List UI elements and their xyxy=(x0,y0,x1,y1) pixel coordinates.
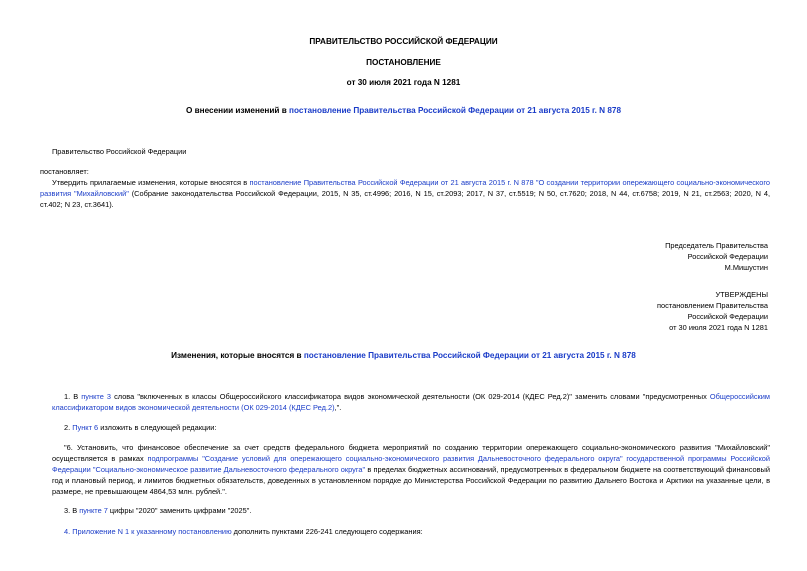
amended-resolution-link[interactable]: постановление Правительства Российской Федерации от 21 августа 2015 г. N 878 xyxy=(289,106,622,115)
changes-title-prefix: Изменения, которые вносятся в xyxy=(171,351,304,360)
change-item-3 xyxy=(64,505,251,516)
point-6-new-text xyxy=(52,442,770,497)
change-item-1 xyxy=(52,391,770,413)
approval-title: УТВЕРЖДЕНЫ xyxy=(715,290,768,299)
signature-name: М.Мишустин xyxy=(724,263,768,272)
approval-block xyxy=(500,289,768,333)
item-text: изложить в следующей редакции: xyxy=(98,423,217,432)
resolution-878-link[interactable]: постановление Правительства Российской Федерации от 21 августа 2015 г. N 878 "О создании территории опережающего социально-экономического развития "Михайловский" xyxy=(40,178,770,198)
item-text: 3. В xyxy=(64,506,80,515)
signature-position: Председатель Правительства xyxy=(665,241,768,250)
signature-block xyxy=(500,240,768,273)
approval-organization: Российской Федерации xyxy=(687,312,768,321)
change-item-4 xyxy=(64,526,423,537)
approval-by: постановлением Правительства xyxy=(657,301,768,310)
okved-classifier-link[interactable]: Общероссийским классификатором видов экономической деятельности (ОК 029-2014 (КДЕС Ред.2) xyxy=(52,392,771,412)
item-text: 1. В xyxy=(64,392,82,401)
document-title xyxy=(0,105,807,116)
signature-organization: Российской Федерации xyxy=(687,252,768,261)
document-date-number: от 30 июля 2021 года N 1281 xyxy=(346,78,461,87)
point-3-link[interactable]: пункте 3 xyxy=(81,392,112,401)
government-heading: ПРАВИТЕЛЬСТВО РОССИЙСКОЙ ФЕДЕРАЦИИ xyxy=(309,37,498,46)
state-program-link[interactable]: "Создание условий для опережающего социально-экономического развития Дальневосточного федерального округа" государственной программы Российской Федерации "Социально-экономическое развитие Дальневосточного федерального округа" xyxy=(52,454,770,474)
item-text: слова "включенных в классы Общероссийского классификатора видов экономической деятельности (ОК 029-2014 (КДЕС Ред.2)" заменить словами "предусмотренных xyxy=(111,392,710,401)
decides-text: постановляет: xyxy=(40,167,89,176)
appendix-1-link[interactable]: 4. Приложение N 1 к указанному постановлению xyxy=(64,527,232,536)
change-item-2 xyxy=(64,422,217,433)
issuer-text: Правительство Российской Федерации xyxy=(52,147,187,156)
quote-text: "6. Установить, что финансовое обеспечение за счет средств федерального бюджета мероприятий по созданию территории опережающего социально-экономического развития "Михайловский" осуществляется в рамках xyxy=(52,443,770,463)
item-text: цифры "2020" заменить цифрами "2025". xyxy=(107,506,252,515)
point-6-link[interactable]: Пункт 6 xyxy=(72,423,99,432)
approval-date: от 30 июля 2021 года N 1281 xyxy=(669,323,768,332)
item-text: ,". xyxy=(334,403,342,412)
item-text: 2. xyxy=(64,423,73,432)
item-text: дополнить пунктами 226-241 следующего содержания: xyxy=(231,527,423,536)
document-title-prefix: О внесении изменений в xyxy=(185,106,290,115)
document-type: ПОСТАНОВЛЕНИЕ xyxy=(366,58,441,67)
changes-resolution-link[interactable]: постановление Правительства Российской Федерации от 21 августа 2015 г. N 878 xyxy=(303,351,636,360)
paragraph-text: (Собрание законодательства Российской Федерации, 2015, N 35, ст.4996; 2016, N 15, ст.2093; 2017, N 37, ст.5519; N 50, ст.7620; 2018, N 44, ст.6758; 2019, N 21, ст.2563; 2020, N 4, ст.402; N 23, ст.3641). xyxy=(40,189,770,209)
paragraph-text: Утвердить прилагаемые изменения, которые вносятся в xyxy=(52,178,250,187)
approval-paragraph xyxy=(40,177,770,210)
changes-title xyxy=(0,350,807,361)
subprogram-link[interactable]: подпрограммы xyxy=(147,454,199,463)
quote-text: в пределах бюджетных ассигнований, предусмотренных в федеральном бюджете на соответствующий финансовый год и плановый период, и лимитов бюджетных обязательств, доведенных в установленном порядке до Министерства Российской Федерации по развитию Дальнего Востока и Арктики на указанные цели, в размере, не превышающем 4864,53 млн. рублей.". xyxy=(52,465,770,496)
point-7-link[interactable]: пункте 7 xyxy=(79,506,108,515)
